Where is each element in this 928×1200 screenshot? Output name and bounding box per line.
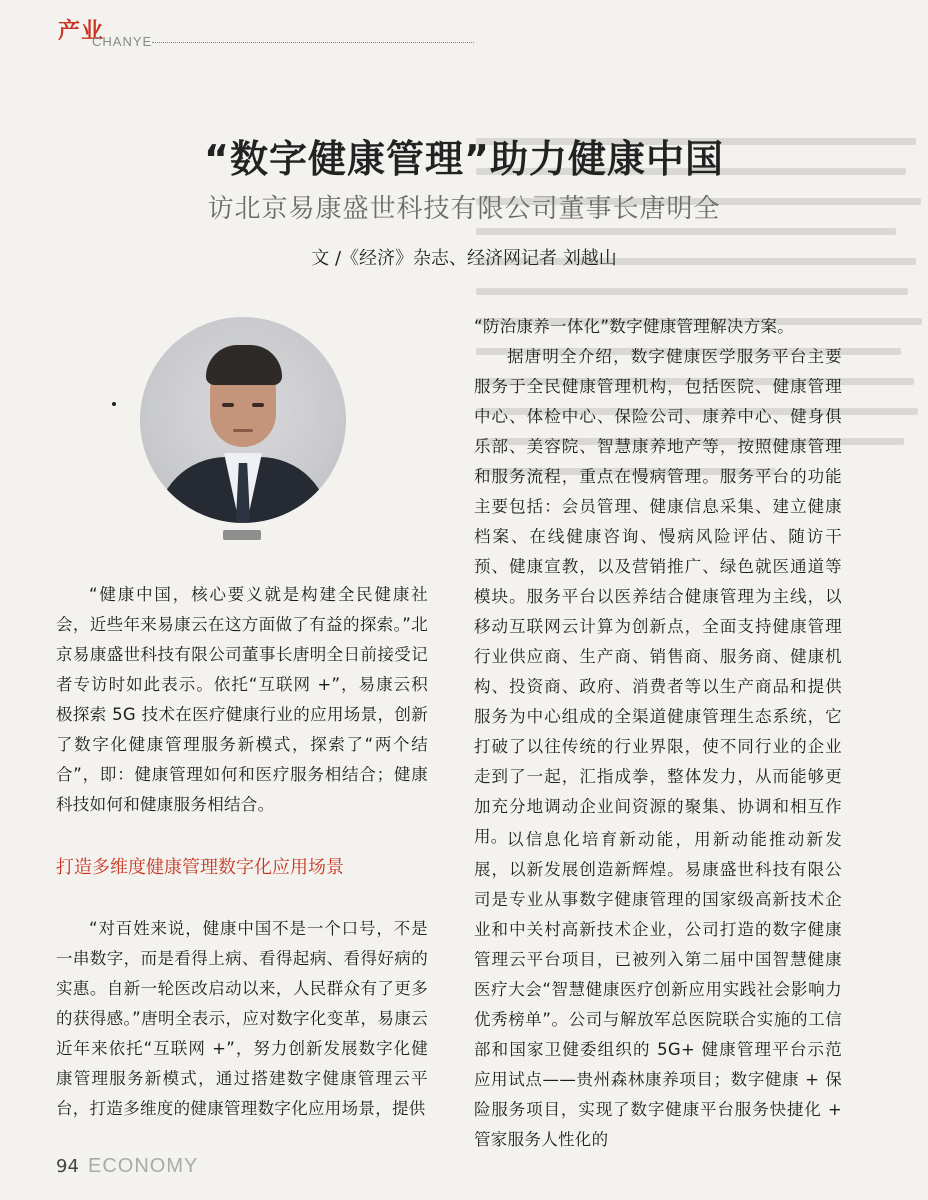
portrait-photo [140, 317, 346, 523]
article-title: “数字健康管理”助力健康中国 [204, 137, 724, 181]
section-label-cn: 产业 [58, 19, 105, 44]
left-paragraph-1: “健康中国，核心要义就是构建全民健康社会，近些年来易康云在这方面做了有益的探索。”北京易康盛世科技有限公司董事长唐明全日前接受记者专访时如此表示。依托“互联网 +”，易康云积极探索 5G 技术在医疗健康行业的应用场景，创新了数字化健康管理服务新模式，探索了“两个结合”，即：健康管理如何和医疗服务相结合；健康科技如何和健康服务相结合。 [56, 585, 428, 814]
magazine-name: ECONOMY [88, 1155, 199, 1177]
left-paragraph-2: “对百姓来说，健康中国不是一个口号，不是一串数字，而是看得上病、看得起病、看得好病的实惠。自新一轮医改启动以来，人民群众有了更多的获得感。”唐明全表示，应对数字化变革，易康云近年来依托“互联网 +”，努力创新发展数字化健康管理服务新模式，通过搭建数字健康管理云平台，打造多维度的健康管理数字化应用场景，提供 [56, 919, 428, 1118]
right-paragraph-2: 以信息化培育新动能，用新动能推动新发展，以新发展创造新辉煌。易康盛世科技有限公司是专业从事数字健康管理的国家级高新技术企业和中关村高新技术企业，公司打造的数字健康管理云平台项目，已被列入第二届中国智慧健康医疗大会“智慧健康医疗创新应用实践社会影响力优秀榜单”。公司与解放军总医院联合实施的工信部和国家卫健委组织的 5G+ 健康管理平台示范应用试点——贵州森林康养项目；数字健康 + 保险服务项目，实现了数字健康平台服务快捷化 + 管家服务人性化的 [474, 830, 842, 1149]
right-paragraph-0: “防治康养一体化”数字健康管理解决方案。 [474, 317, 795, 336]
article-byline: 文 /《经济》杂志、经济网记者 刘越山 [311, 248, 617, 269]
article-subtitle: 访北京易康盛世科技有限公司董事长唐明全 [207, 194, 721, 224]
header-divider [152, 42, 474, 43]
ink-dot [112, 402, 116, 406]
page-number: 94 [56, 1156, 79, 1177]
right-paragraph-1: 据唐明全介绍，数字健康医学服务平台主要服务于全民健康管理机构，包括医院、健康管理中心、体检中心、保险公司、康养中心、健身俱乐部、美容院、智慧康养地产等，按照健康管理和服务流程，重点在慢病管理。服务平台的功能主要包括：会员管理、健康信息采集、建立健康档案、在线健康咨询、慢病风险评估、随访干预、健康宣教，以及营销推广、绿色就医通道等模块。服务平台以医养结合健康管理为主线，以移动互联网云计算为创新点，全面支持健康管理行业供应商、生产商、销售商、服务商、健康机构、投资商、政府、消费者等以生产商品和提供服务为中心组成的全渠道健康管理生态系统，它打破了以往传统的行业界限，使不同行业的企业走到了一起，汇指成拳，整体发力，从而能够更加充分地调动企业间资源的聚集、协调和相互作用。 [474, 347, 842, 846]
page-footer [56, 1155, 198, 1178]
section-label-en: CHANYE [92, 34, 153, 49]
section-header [58, 14, 428, 48]
section-heading: 打造多维度健康管理数字化应用场景 [56, 857, 344, 878]
photo-caption-label [223, 530, 261, 540]
